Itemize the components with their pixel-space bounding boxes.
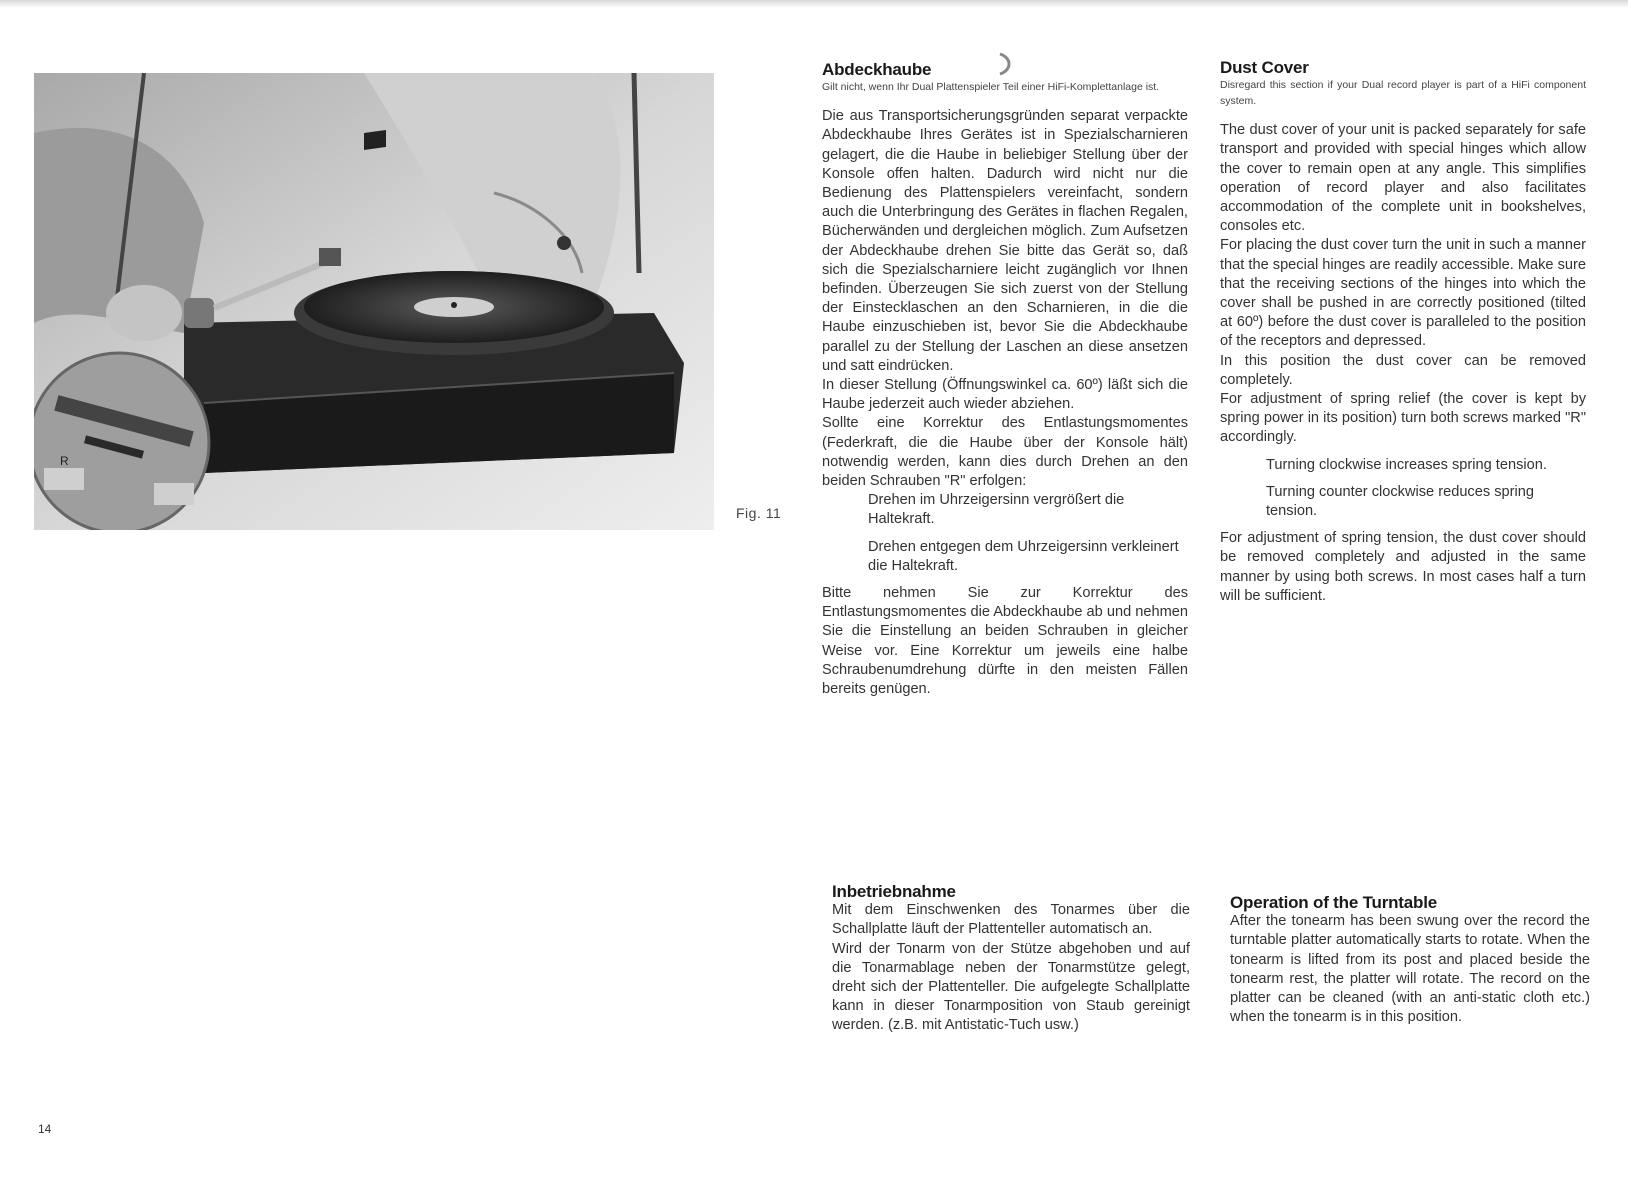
paragraph: For adjustment of spring relief (the cover is kept by spring power in its position) turn both screws marked "R" accordingly. — [1220, 391, 1586, 446]
paragraph: Wird der Tonarm von der Stütze abgehoben und auf die Tonarmablage neben der Tonarmstütze gelegt, dreht sich der Plattenteller. Die aufgelegte Schallplatte kann in dieser Tonarmposition von Staub gereinigt werden. (z.B. mit Antistatic-Tuch usw.) — [832, 940, 1190, 1034]
indented-instruction: Turning clockwise increases spring tension. — [1266, 456, 1547, 473]
hinge-marker-label: R — [60, 454, 69, 468]
indented-instruction: Drehen im Uhrzeigersinn vergrößert die Haltekraft. — [868, 492, 1125, 528]
paragraph: Sollte eine Korrektur des Entlastungsmomentes (Federkraft, die die Haube über der Konsole hält) notwendig werden, kann dies durch Drehen an den beiden Schrauben "R" erfolgen: — [822, 415, 1188, 490]
section-note: Gilt nicht, wenn Ihr Dual Plattenspieler Teil einer HiFi-Komplettanlage ist. — [822, 81, 1160, 94]
paragraph: Mit dem Einschwenken des Tonarmes über die Schallplatte läuft der Plattenteller automatisch an. — [832, 902, 1190, 938]
indented-instruction: Turning counter clockwise reduces spring tension. — [1266, 483, 1534, 520]
paragraph: In dieser Stellung (Öffnungswinkel ca. 60º) läßt sich die Haube jederzeit auch wieder abziehen. — [822, 377, 1188, 413]
german-operation-section — [832, 882, 1190, 1036]
section-heading: Operation of the Turntable — [1230, 893, 1437, 912]
paragraph: After the tonearm has been swung over the record the turntable platter automatically starts to rotate. When the tonearm is lifted from its post and placed beside the tonearm rest, the platter will rotate. The record on the platter can be cleaned (with an anti-static cloth etc.) when the tonearm is in this position. — [1230, 913, 1590, 1026]
paragraph: Bitte nehmen Sie zur Korrektur des Entlastungsmomentes die Abdeckhaube ab und nehmen Sie die Einstellung an beiden Schrauben in gleicher Weise vor. Eine Korrektur um jeweils eine halbe Schraubenumdrehung dürfte in den meisten Fällen bereits genügen. — [822, 585, 1188, 698]
paragraph: In this position the dust cover can be removed completely. — [1220, 352, 1586, 388]
paragraph: The dust cover of your unit is packed separately for safe transport and provided with special hinges which allow the cover to remain open at any angle. This simplifies operation of record player and also facilitates accommodation of the complete unit in bookshelves, consoles etc. — [1220, 122, 1586, 235]
page-edge — [0, 0, 1628, 8]
section-heading: Abdeckhaube — [822, 60, 932, 79]
turntable-illustration — [34, 73, 714, 530]
figure-label: Fig. 11 — [736, 505, 782, 521]
section-heading: Inbetriebnahme — [832, 882, 956, 901]
paragraph: For adjustment of spring tension, the dust cover should be removed completely and adjusted in the same manner by using both screws. In most cases half a turn will be sufficient. — [1220, 530, 1586, 604]
section-heading: Dust Cover — [1220, 58, 1309, 77]
paragraph: Die aus Transportsicherungsgründen separat verpackte Abdeckhaube Ihres Gerätes ist in Spezialscharnieren gelagert, die die Haube in beliebiger Stellung über der Konsole offen halten. Dadurch wird nicht nur die Bedienung des Plattenspielers vereinfacht, sondern auch die Unterbringung des Gerätes in flachen Regalen, Bücherwänden und dergleichen möglich. Zum Aufsetzen der Abdeckhaube drehen Sie bitte das Gerät so, daß sich die Spezialscharniere leicht zugänglich vor Ihnen befinden. Überzeugen Sie sich zuerst von der Stellung der Einstecklaschen an den Scharnieren, in die die Haube einzuschieben ist, bevor Sie die Abdeckhaube parallel zu der Stellung der Laschen an diese ansetzen und satt eindrücken. — [822, 108, 1188, 374]
indented-instruction: Drehen entgegen dem Uhrzeigersinn verkleinert die Haltekraft. — [868, 538, 1179, 574]
figure-photo — [34, 73, 714, 530]
english-dust-cover-section — [1220, 58, 1586, 606]
german-dust-cover-section — [822, 60, 1188, 699]
page-number: 14 — [38, 1122, 52, 1136]
paragraph: For placing the dust cover turn the unit in such a manner that the special hinges are readily accessible. Make sure that the receiving sections of the hinges into which the cover shall be pushed in are correctly positioned (tilted at 60º) before the dust cover is paralleled to the position of the receptors and depressed. — [1220, 237, 1586, 350]
section-note: Disregard this section if your Dual record player is part of a HiFi component system. — [1220, 79, 1586, 108]
english-operation-section — [1230, 893, 1590, 1027]
